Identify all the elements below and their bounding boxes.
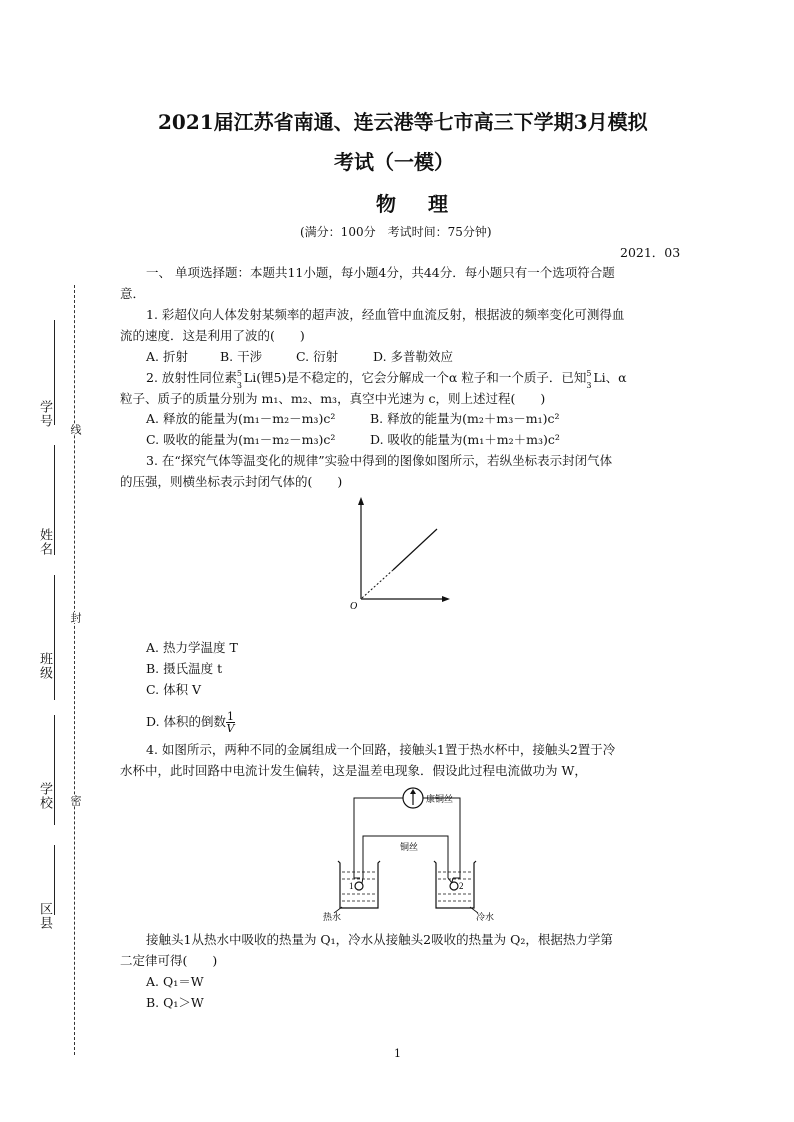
q4-stem-cont3: 二定律可得( ): [120, 953, 218, 968]
seal-mark-line: 线: [69, 424, 82, 435]
q3-dashed-extension: [362, 570, 393, 598]
q3-y-axis-arrow: [358, 497, 364, 505]
q3-option-b: B. 摄氏温度 t: [146, 661, 223, 676]
margin-line: [54, 845, 55, 915]
q4-wire-tip: [452, 878, 453, 882]
q2-option-c: C. 吸收的能量为(m₁－m₂－m₃)c²: [146, 432, 336, 447]
q4-constantan-wire: [354, 798, 460, 878]
hot-water-label: 热水: [323, 913, 342, 921]
q1-stem-cont: 流的速度．这是利用了波的( ): [120, 328, 305, 343]
q3-stem: 3. 在“探究气体等温变化的规律”实验中得到的图像如图所示，若纵坐标表示封闭气体: [146, 453, 613, 468]
margin-line: [54, 320, 55, 425]
q2-stem-cont: 粒子、质子的质量分别为 m₁、m₂、m₃，真空中光速为 c，则上述过程( ): [120, 391, 546, 406]
q4-wire2-label: 铜丝: [400, 843, 419, 853]
contact-1-label: 1: [349, 881, 354, 891]
margin-line: [54, 445, 55, 555]
contact-1-icon: [355, 882, 363, 890]
q3-data-line: [393, 529, 437, 570]
contact-2-label: 2: [459, 881, 464, 891]
q2-stem-b: (锂5)是不稳定的，它会分解成一个α 粒子和一个质子．已知: [256, 370, 587, 385]
q3-frac-den: V: [226, 722, 235, 735]
page-number: 1: [394, 1047, 401, 1060]
q3-graph: [345, 494, 455, 614]
q2-nuclide-scripts-2: [586, 369, 593, 390]
section-heading-cont: 意．: [120, 286, 146, 301]
q4-stem: 4. 如图所示，两种不同的金属组成一个回路，接触头1置于热水杯中，接触头2置于冷: [146, 742, 616, 757]
q3-option-d-text: D. 体积的倒数: [146, 714, 227, 729]
exam-meta: (满分：100分 考试时间：75分钟): [300, 225, 492, 239]
field-district: 区县: [37, 902, 52, 930]
seal-mark-secret: 密: [69, 795, 82, 806]
q3-fraction: [226, 711, 235, 734]
q3-origin-label: O: [350, 601, 358, 612]
q4-thermocouple-diagram: [320, 786, 510, 921]
field-student-id: 学号: [37, 400, 52, 428]
cold-water-label: 冷水: [476, 913, 495, 921]
q1-option-c: C. 衍射: [296, 349, 339, 364]
q3-option-d: [146, 711, 235, 734]
field-school: 学校: [37, 782, 52, 810]
cut-line: [74, 285, 75, 1055]
subject-title: 物 理: [376, 192, 454, 216]
q4-stem-cont: 水杯中，此时回路中电流计发生偏转，这是温差电现象．假设此过程电流做功为 W，: [120, 763, 587, 778]
exam-title-line1: 2021届江苏省南通、连云港等七市高三下学期3月模拟: [158, 110, 648, 134]
q2-charge-number: 3: [236, 381, 242, 390]
q2-mass-number-2: 5: [586, 369, 592, 378]
q4-stem-cont2: 接触头1从热水中吸收的热量为 Q₁，冷水从接触头2吸收的热量为 Q₂，根据热力学第: [146, 932, 613, 947]
q2-option-b: B. 释放的能量为(m₂＋m₃－m₁)c²: [370, 411, 560, 426]
q2-option-a: A. 释放的能量为(m₁－m₂－m₃)c²: [146, 411, 336, 426]
q3-frac-num: 1: [227, 710, 235, 723]
section-heading: 一、 单项选择题：本题共11小题，每小题4分，共44分．每小题只有一个选项符合题: [146, 265, 615, 280]
q1-option-b: B. 干涉: [220, 349, 263, 364]
q2-option-d: D. 吸收的能量为(m₁＋m₂＋m₃)c²: [370, 432, 560, 447]
contact-2-icon: [450, 882, 458, 890]
q2-charge-number-2: 3: [586, 381, 592, 390]
q2-stem-a: 2. 放射性同位素: [146, 370, 237, 385]
q3-x-axis-arrow: [442, 596, 450, 602]
q2-stem-c: Li、α: [593, 370, 627, 385]
field-class: 班级: [37, 652, 52, 680]
q1-option-a: A. 折射: [146, 349, 188, 364]
q2-nuclide-scripts: [236, 369, 244, 390]
q4-option-a: A. Q₁＝W: [146, 974, 204, 989]
exam-date: 2021．03: [620, 245, 681, 260]
margin-line: [54, 575, 55, 700]
q3-stem-cont: 的压强，则横坐标表示封闭气体的( ): [120, 474, 343, 489]
q2-nuclide-symbol: Li: [243, 370, 257, 385]
q2-mass-number: 5: [236, 369, 242, 378]
q4-wire1-label: 康铜丝: [426, 795, 454, 805]
q1-option-d: D. 多普勒效应: [373, 349, 454, 364]
q4-option-b: B. Q₁＞W: [146, 995, 204, 1010]
q1-stem: 1. 彩超仪向人体发射某频率的超声波，经血管中血流反射，根据波的频率变化可测得血: [146, 307, 625, 322]
exam-title-line2: 考试（一模）: [334, 150, 454, 174]
margin-line: [54, 715, 55, 825]
q3-option-a: A. 热力学温度 T: [146, 640, 238, 655]
field-name: 姓名: [37, 528, 52, 556]
q3-option-c: C. 体积 V: [146, 682, 202, 697]
seal-mark-seal: 封: [69, 612, 82, 623]
q2-stem: [146, 369, 627, 390]
